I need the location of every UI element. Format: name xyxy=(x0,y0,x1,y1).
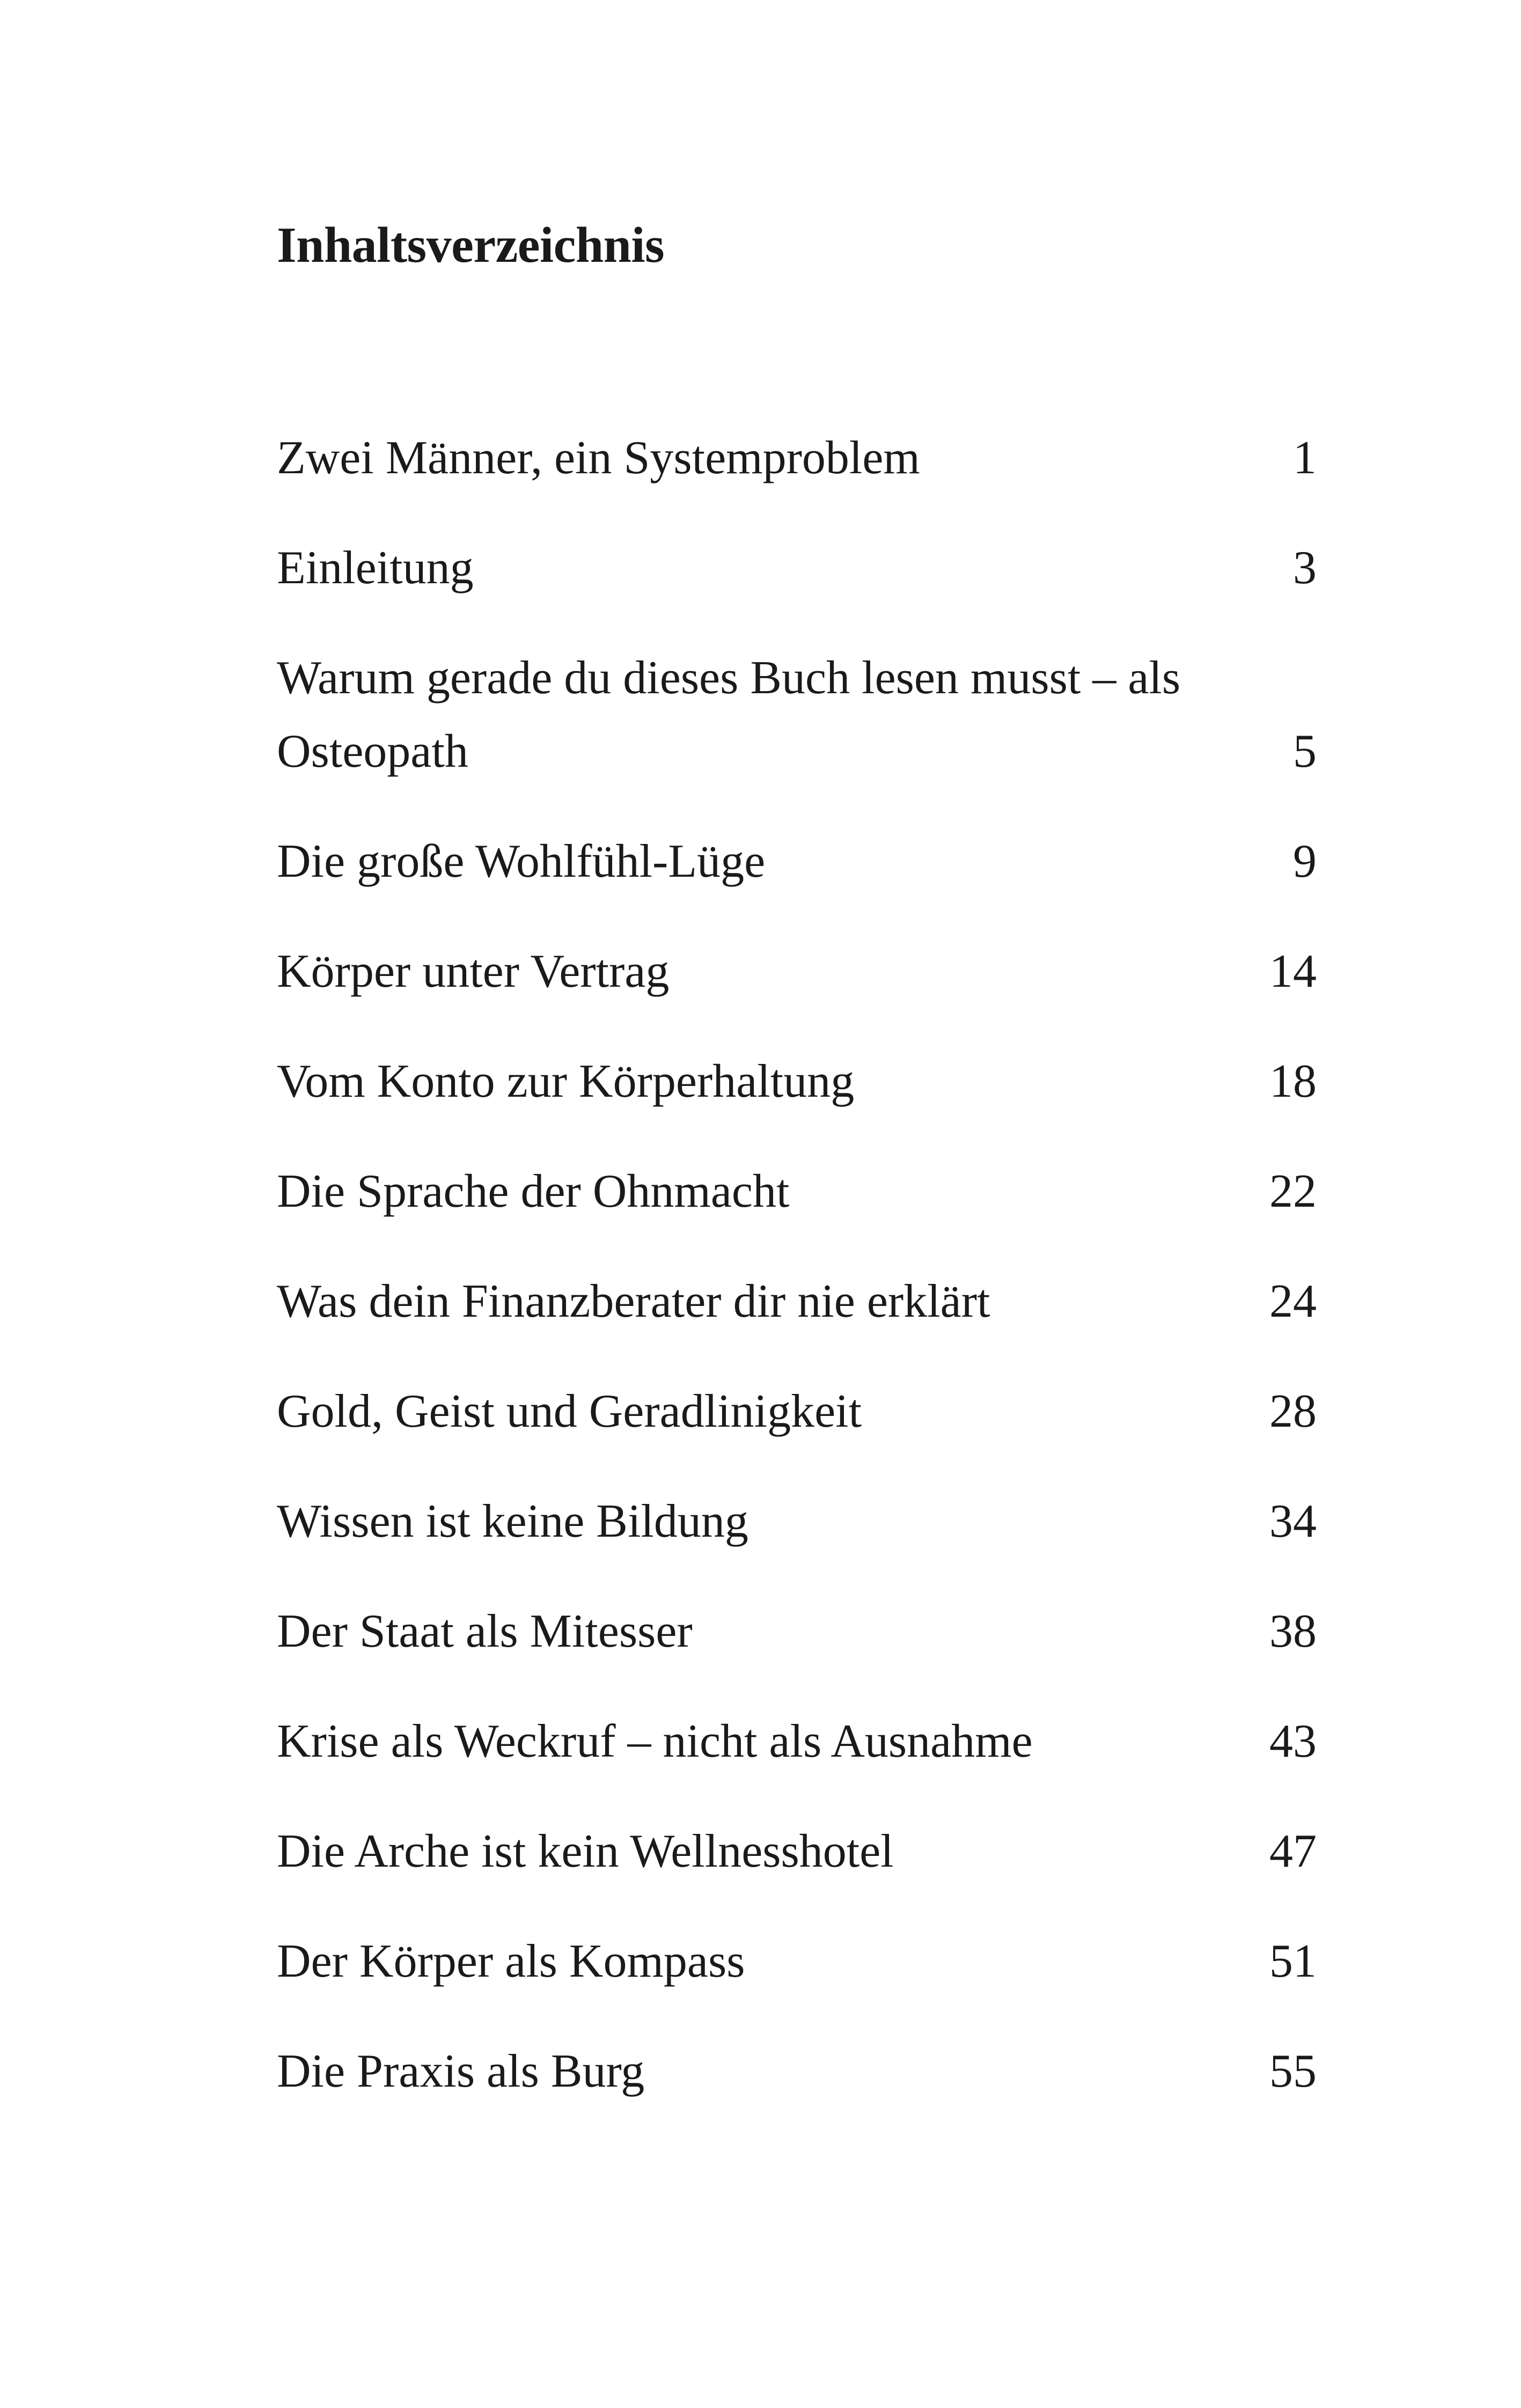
toc-entry xyxy=(277,641,1317,788)
toc-entry-title: Die Sprache der Ohnmacht xyxy=(277,1165,790,1217)
toc-entry xyxy=(277,1265,1317,1338)
toc-entry-title: Wissen ist keine Bildung xyxy=(277,1495,748,1547)
toc-entry-page-number: 43 xyxy=(1269,1715,1317,1767)
toc-entry xyxy=(277,2035,1317,2108)
toc-entry xyxy=(277,1485,1317,1558)
toc-entry-page-number: 1 xyxy=(1293,432,1317,484)
toc-entry xyxy=(277,1155,1317,1228)
toc-entry xyxy=(277,531,1317,605)
toc-entry-title: Der Staat als Mitesser xyxy=(277,1605,693,1657)
toc-entry xyxy=(277,1595,1317,1668)
toc-list xyxy=(277,421,1317,2145)
toc-entry xyxy=(277,1705,1317,1778)
toc-entry-page-number: 9 xyxy=(1293,835,1317,887)
toc-entry xyxy=(277,1045,1317,1118)
toc-entry-title: Krise als Weckruf – nicht als Ausnahme xyxy=(277,1715,1033,1767)
toc-entry xyxy=(277,1815,1317,1888)
toc-entry-page-number: 22 xyxy=(1269,1165,1317,1217)
toc-entry xyxy=(277,935,1317,1008)
toc-entry-page-number: 28 xyxy=(1269,1385,1317,1437)
toc-entry-title: Die Praxis als Burg xyxy=(277,2045,645,2097)
toc-entry-title: Warum gerade du dieses Buch lesen musst – als Osteopath xyxy=(277,652,1181,777)
toc-entry-page-number: 14 xyxy=(1269,945,1317,997)
toc-entry-page-number: 3 xyxy=(1293,542,1317,594)
toc-entry xyxy=(277,1925,1317,1998)
toc-entry-page-number: 51 xyxy=(1269,1935,1317,1987)
toc-entry xyxy=(277,421,1317,495)
toc-entry-page-number: 34 xyxy=(1269,1495,1317,1547)
toc-entry-title: Zwei Männer, ein Systemproblem xyxy=(277,432,920,484)
toc-entry-title: Die Arche ist kein Wellnesshotel xyxy=(277,1825,894,1877)
toc-entry-title: Körper unter Vertrag xyxy=(277,945,670,997)
toc-entry-title: Vom Konto zur Körperhaltung xyxy=(277,1055,855,1107)
toc-entry-title: Der Körper als Kompass xyxy=(277,1935,745,1987)
toc-entry-page-number: 5 xyxy=(1293,725,1317,777)
toc-entry xyxy=(277,825,1317,898)
toc-entry-page-number: 47 xyxy=(1269,1825,1317,1877)
toc-entry-title: Gold, Geist und Geradlinigkeit xyxy=(277,1385,862,1437)
toc-entry-page-number: 55 xyxy=(1269,2045,1317,2097)
toc-entry-page-number: 18 xyxy=(1269,1055,1317,1107)
toc-entry-title: Was dein Finanzberater dir nie erklärt xyxy=(277,1275,990,1327)
toc-entry-title: Einleitung xyxy=(277,542,474,594)
toc-entry-page-number: 24 xyxy=(1269,1275,1317,1327)
toc-entry-title: Die große Wohlfühl-Lüge xyxy=(277,835,766,887)
toc-entry xyxy=(277,1375,1317,1448)
toc-entry-page-number: 38 xyxy=(1269,1605,1317,1657)
toc-heading: Inhaltsverzeichnis xyxy=(277,217,665,273)
